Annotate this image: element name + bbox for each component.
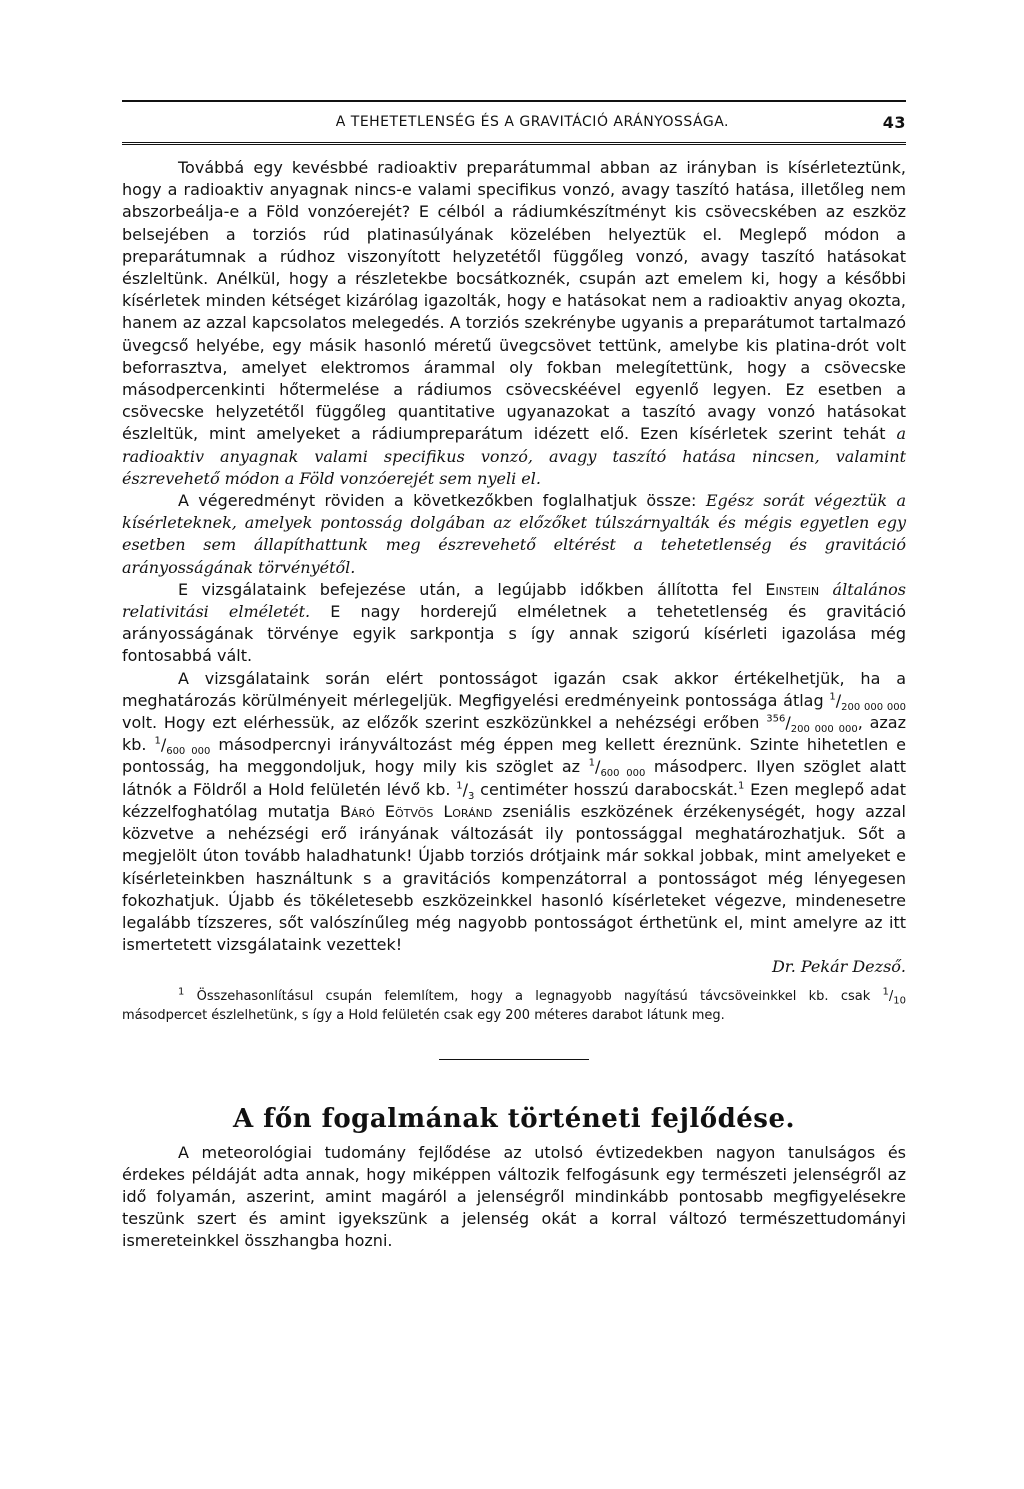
running-title: A TEHETETLENSÉG ÉS A GRAVITÁCIÓ ARÁNYOSSÁGA.: [335, 114, 729, 130]
paragraph: A vizsgálataink során elért pontosságot igazán csak akkor értékelhetjük, ha a meghatározás körülményeit mérlegeljük. Megfigyelési eredményeink pontossága átlag $^1/_{200 000 000}$ volt. Hogy ezt elérhessük, az előzők szerint eszközünkkel a nehézségi erőben $^{356}/_{200 000 000}$, azaz kb. $^1/_{600 000}$ másodpercnyi irányváltozást még éppen meg kellett éreznünk. Szinte hihetetlen e pontosság, ha meggondoljuk, hogy mily kis szöglet az $^1/_{600 000}$ másodperc. Ilyen szöglet alatt látnók a Földről a Hold felületén lévő kb. $^1/_3$ centiméter hosszú darabocskát.$^1$ Ezen meglepő adat kézzelfoghatólag mutatja Báró Eötvös Loránd zseniális eszközének érzékenységét, hogy azzal közvetve a nehézségi erő irányának változását ily pontossággal meghatározhatjuk. Sőt a megjelölt úton tovább haladhatunk! Újabb torziós drótjaink már sokkal jobbak, mint amelyeket e kísérleteinkben használtunk s a gravitációs kompenzátorral a pontosságot még lényegesen fokozhatjuk. Újabb és tökéletesebb eszközeinkkel hasonló kísérleteket végezve, mindenesetre legalább tízszeres, sőt valószínűleg még nagyobb pontosságot érthetünk el, mint amelyre az itt ismertetett vizsgálataink vezettek!: [122, 668, 907, 955]
footnote-mark: 1: [737, 780, 745, 792]
person-name: Einstein: [765, 579, 820, 599]
footnote: $^1$ Összehasonlításul csupán felemlítem, hogy a legnagyobb nagyítású távcsöveinkkel kb. csak $^1/_{10}$ másodpercet észlelhetünk, s így a Hold felületén csak egy 200 méteres darabot látunk meg.: [122, 986, 906, 1023]
emphasis: Egész sorát végeztük a kísérleteknek, amelyek pontosság dolgában az előzőket túlszárnyalták és mégis egyetlen egy esetben sem állapíthattunk meg észrevehető eltérést a tehetetlenség és gravitáció arányosságának törvényétől.: [122, 491, 906, 577]
emphasis: általános relativitási elméletét.: [122, 579, 906, 622]
paragraph: E vizsgálataink befejezése után, a legújabb időkben állította fel Einstein általános relativitási elméletét. E nagy horderejű elméletnek a tehetetlenség és gravitáció arányosságának törvénye egyik sarkpontja s így annak szigorú kísérleti igazolása még fontosabbá vált.: [122, 579, 906, 666]
footnote-number: 1: [178, 986, 185, 998]
signature-line: [122, 956, 906, 978]
page: [122, 100, 906, 1253]
article-body: [122, 157, 906, 979]
article-body-2: [122, 1142, 906, 1253]
person-name: Báró Eötvös Loránd: [340, 801, 493, 821]
paragraph: A végeredményt röviden a következőkben foglalhatjuk össze: Egész sorát végeztük a kísérleteknek, amelyek pontosság dolgában az előzőket túlszárnyalták és mégis egyetlen egy esetben sem állapíthattunk meg észrevehető eltérést a tehetetlenség és gravitáció arányosságának törvényétől.: [122, 491, 906, 577]
running-header: [122, 100, 906, 145]
section-divider: [439, 1059, 589, 1060]
article-title: A főn fogalmának történeti fejlődése.: [232, 1103, 796, 1134]
paragraph: Továbbá egy kevésbbé radioaktiv preparátummal abban az irányban is kísérleteztünk, hogy a radioaktiv anyagnak nincs-e valami specifikus vonzó, avagy taszító hatása, illetőleg nem abszorbeálja-e a Föld vonzóerejét? E célból a rádiumkészítményt kis csövecskében az eszköz belsejében a torziós rúd platinasúlyának közelében helyeztük el. Meglepő módon a preparátumnak a rúdhoz viszonyított helyzetétől függőleg vonzó, avagy taszító hatásokat észleltünk. Anélkül, hogy a részletekbe bocsátkoznék, csupán azt emelem ki, hogy a későbbi kísérletek minden kétséget kizárólag igazolták, hogy e hatásokat nem a radioaktiv anyag okozta, hanem az azzal kapcsolatos melegedés. A torziós szekrénybe ugyanis a preparátumot tartalmazó üvegcső helyébe, egy másik hasonló méretű üvegcsövet tettünk, amelybe kis platina-drót volt beforrasztva, amelyet elektromos árammal oly fokban melegítettünk, hogy a csövecske másodpercenkinti hőtermelése a rádiumos csövecskéével egyenlő legyen. Ez esetben a csövecske helyzetétől függőleg quantitative ugyanazokat a taszító avagy vonzó hatásokat észleltük, mint amelyeket a rádiumpreparátum idézett elő. Ezen kísérletek szerint tehát a radioaktiv anyagnak valami specifikus vonzó, avagy taszító hatása nincsen, valamint észrevehető módon a Föld vonzóerejét sem nyeli el.: [122, 158, 907, 488]
author: Dr. Pekár Dezső.: [771, 957, 906, 977]
paragraph: A meteorológiai tudomány fejlődése az utolsó évtizedekben nagyon tanulságos és érdekes példáját adta annak, hogy miképpen változik felfogásunk egy természeti jelenségről az idő folyamán, aszerint, amint magáról a jelenségről mindinkább pontosabb megfigyelésekre teszünk szert és amint igyekszünk a jelenség okát a korral változó természettudományi ismereteinkkel összhangba hozni.: [122, 1142, 906, 1251]
page-number: 43: [882, 112, 906, 132]
emphasis: a radioaktiv anyagnak valami specifikus vonzó, avagy taszító hatása nincsen, valamint észrevehető módon a Föld vonzóerejét sem nyeli el.: [122, 424, 907, 488]
